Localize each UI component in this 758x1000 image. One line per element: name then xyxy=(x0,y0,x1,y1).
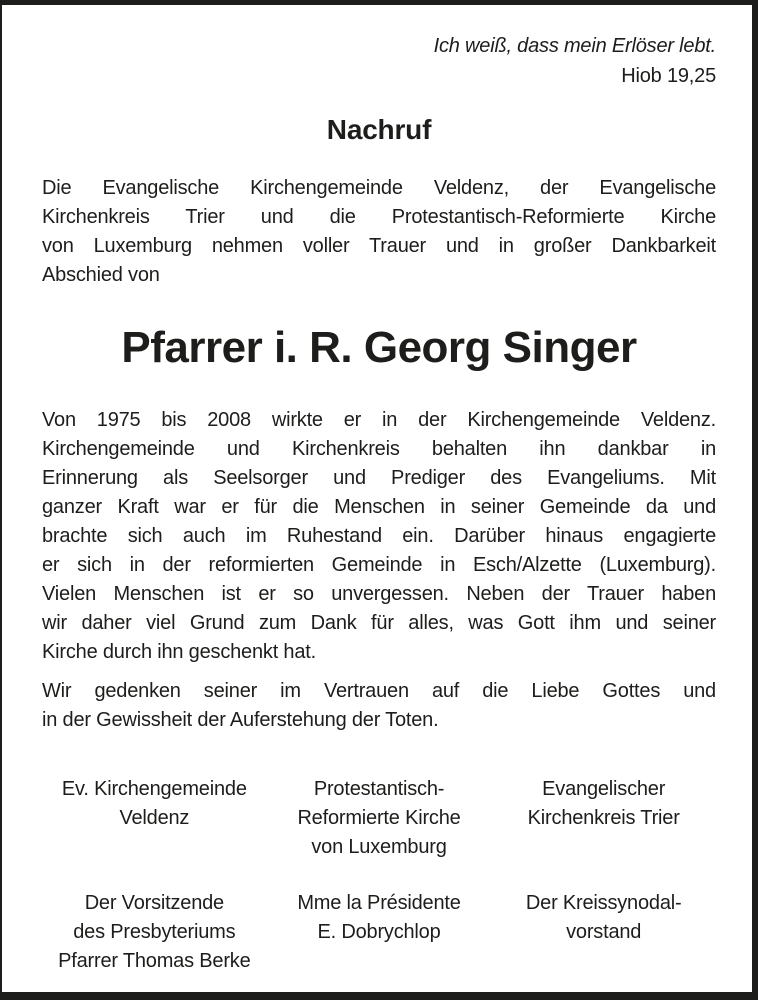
text-line: in der Gewissheit der Auferstehung der Toten. xyxy=(42,709,439,731)
text-line: Kirche durch ihn geschenkt hat. xyxy=(42,641,316,663)
text-line: Kirchengemeinde und Kirchenkreis behalten ihn dankbar in xyxy=(42,438,716,460)
text-line: von Luxemburg xyxy=(311,836,447,858)
text-line: E. Dobrychlop xyxy=(317,921,441,943)
notice-content xyxy=(2,31,752,1000)
text-line: des Presbyteriums xyxy=(73,921,236,943)
signatures-section xyxy=(42,775,716,976)
signatories-row xyxy=(42,889,716,976)
signatory-col-3 xyxy=(491,889,716,976)
organization-col-3 xyxy=(491,775,716,862)
text-line: brachte sich auch im Ruhestand ein. Darüber hinaus engagierte xyxy=(42,525,716,547)
text-line: Die Evangelische Kirchengemeinde Veldenz, der Evangelische xyxy=(42,177,716,199)
text-line: Kirchenkreis Trier und die Protestantisch-Reformierte Kirche xyxy=(42,206,716,228)
text-line: Protestantisch- xyxy=(313,778,445,800)
text-line: Der Vorsitzende xyxy=(84,892,224,914)
text-line: Mme la Présidente xyxy=(297,892,461,914)
bible-quote-block xyxy=(42,31,716,91)
bible-quote-source: Hiob 19,25 xyxy=(621,65,716,87)
closing-paragraph xyxy=(42,677,716,735)
text-line: vorstand xyxy=(566,921,642,943)
organization-col-2 xyxy=(267,775,492,862)
text-line: Erinnerung als Seelsorger und Prediger des Evangeliums. Mit xyxy=(42,467,716,489)
text-line: Kirchenkreis Trier xyxy=(527,807,680,829)
intro-paragraph xyxy=(42,174,716,290)
text-line: Pfarrer Thomas Berke xyxy=(58,950,251,972)
text-line: Der Kreissynodal- xyxy=(525,892,682,914)
text-line: Wir gedenken seiner im Vertrauen auf die Liebe Gottes und xyxy=(42,680,716,702)
text-line: Veldenz xyxy=(119,807,190,829)
text-line: Ev. Kirchengemeinde xyxy=(61,778,247,800)
text-line: ganzer Kraft war er für die Menschen in seiner Gemeinde da und xyxy=(42,496,716,518)
signatory-col-2 xyxy=(267,889,492,976)
text-line: Abschied von xyxy=(42,264,160,286)
text-line: wir daher viel Grund zum Dank für alles, was Gott ihm und seiner xyxy=(42,612,716,634)
text-line: Vielen Menschen ist er so unvergessen. Neben der Trauer haben xyxy=(42,583,716,605)
notice-heading: Nachruf xyxy=(326,114,432,145)
bible-quote-text: Ich weiß, dass mein Erlöser lebt. xyxy=(433,35,716,57)
organization-col-1 xyxy=(42,775,267,862)
deceased-name: Pfarrer i. R. Georg Singer xyxy=(121,323,637,372)
text-line: er sich in der reformierten Gemeinde in Esch/Alzette (Luxemburg). xyxy=(42,554,716,576)
signatory-col-1 xyxy=(42,889,267,976)
text-line: Von 1975 bis 2008 wirkte er in der Kirchengemeinde Veldenz. xyxy=(42,409,716,431)
text-line: von Luxemburg nehmen voller Trauer und in großer Dankbarkeit xyxy=(42,235,716,257)
text-line: Reformierte Kirche xyxy=(297,807,461,829)
obituary-paragraph xyxy=(42,406,716,667)
text-line: Evangelischer xyxy=(542,778,666,800)
organizations-row xyxy=(42,775,716,862)
